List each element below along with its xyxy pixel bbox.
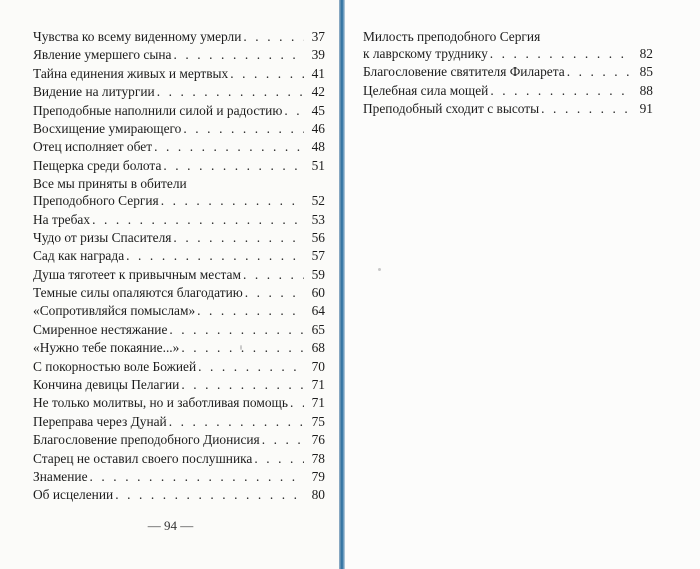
toc-page-number: 53	[311, 211, 325, 227]
leader-dots	[173, 229, 304, 246]
toc-entry[interactable]	[33, 284, 325, 301]
toc-entry[interactable]	[33, 46, 325, 63]
leader-dots	[243, 28, 304, 45]
leader-dots	[154, 138, 304, 155]
toc-entry-title: Знамение	[33, 468, 88, 484]
toc-page-number: 60	[311, 285, 325, 301]
leader-dots	[262, 431, 304, 448]
leader-dots	[254, 450, 304, 467]
toc-entry[interactable]	[33, 486, 325, 503]
toc-entry-title: Чувства ко всему виденному умерли	[33, 29, 242, 44]
toc-entry[interactable]	[33, 302, 325, 319]
toc-entry-title: Темные силы опаляются благодатию	[33, 285, 243, 301]
toc-page-number: 41	[311, 65, 325, 81]
toc-entry-title: Старец не оставил своего послушника	[33, 450, 253, 466]
toc-entry[interactable]	[33, 175, 325, 209]
leader-dots	[230, 65, 304, 82]
toc-entry-title: Целебная сила мощей	[363, 82, 489, 98]
toc-entry[interactable]	[33, 211, 325, 228]
toc-entry-title: Тайна единения живых и мертвых	[33, 65, 229, 81]
toc-entry-title: Видение на литургии	[33, 84, 155, 100]
leader-dots	[490, 82, 632, 99]
toc-page-number: 51	[311, 157, 325, 173]
toc-page-number: 46	[311, 120, 325, 136]
leader-dots	[541, 100, 632, 117]
toc-entry-title: Сад как награда	[33, 248, 125, 264]
toc-entry[interactable]	[33, 120, 325, 137]
paper-speck	[378, 268, 381, 271]
toc-page-number: 71	[311, 377, 325, 393]
leader-dots	[490, 45, 632, 62]
toc-entry[interactable]	[363, 28, 653, 62]
leader-dots	[181, 339, 304, 356]
toc-entry-title: Пещерка среди болота	[33, 157, 162, 173]
toc-page-number: 48	[311, 139, 325, 155]
toc-page-number: 88	[639, 82, 653, 98]
toc-entry[interactable]	[33, 339, 325, 356]
toc-entry[interactable]	[33, 157, 325, 174]
toc-page-number: 64	[311, 303, 325, 319]
toc-entry[interactable]	[33, 102, 325, 119]
table-of-contents-left	[33, 28, 325, 505]
leader-dots	[90, 468, 304, 485]
toc-entry[interactable]	[33, 358, 325, 375]
toc-entry-title: Чудо от ризы Спасителя	[33, 229, 172, 245]
toc-entry[interactable]	[33, 413, 325, 430]
toc-entry[interactable]	[33, 138, 325, 155]
toc-entry-title: Восхищение умирающего	[33, 120, 182, 136]
leader-dots	[173, 46, 304, 63]
toc-page-number: 42	[311, 84, 325, 100]
toc-page-number: 59	[311, 266, 325, 282]
toc-entry-title: На требах	[33, 211, 91, 227]
toc-page-number: 68	[311, 340, 325, 356]
toc-entry[interactable]	[33, 65, 325, 82]
toc-page-number: 52	[311, 193, 325, 209]
toc-entry-title: «Нужно тебе покаяние...»	[33, 340, 180, 356]
toc-entry[interactable]	[363, 63, 653, 80]
toc-page-number: 79	[311, 468, 325, 484]
toc-page-number: 57	[311, 248, 325, 264]
leader-dots	[181, 376, 304, 393]
toc-entry[interactable]	[33, 468, 325, 485]
toc-entry-title: Преподобные наполнили силой и радостию	[33, 102, 283, 118]
toc-entry-title-line1: Все мы приняты в обители	[33, 176, 187, 192]
toc-entry-title: Душа тяготеет к привычным местам	[33, 266, 241, 282]
toc-entry[interactable]	[33, 266, 325, 283]
toc-entry-title: «Сопротивляйся помыслам»	[33, 303, 196, 319]
toc-entry[interactable]	[33, 28, 325, 45]
toc-page-number: 76	[311, 432, 325, 448]
leader-dots	[163, 157, 304, 174]
leader-dots	[169, 321, 304, 338]
toc-entry-title: Смиренное нестяжание	[33, 321, 168, 337]
toc-page-number: 37	[311, 29, 325, 44]
toc-entry-title: Благословение святителя Филарета	[363, 64, 565, 80]
toc-page-number: 75	[311, 413, 325, 429]
toc-entry-title: Отец исполняет обет	[33, 139, 153, 155]
toc-entry-title-line1: Милость преподобного Сергия	[363, 29, 541, 44]
toc-entry[interactable]	[33, 450, 325, 467]
toc-entry-title: Преподобного Сергия	[33, 193, 159, 209]
toc-entry[interactable]	[363, 82, 653, 99]
toc-entry-title: Явление умершего сына	[33, 47, 172, 63]
toc-entry[interactable]	[33, 247, 325, 264]
leader-dots	[243, 266, 304, 283]
toc-page-number: 39	[311, 47, 325, 63]
leader-dots	[290, 394, 304, 411]
leader-dots	[183, 120, 304, 137]
leader-dots	[567, 63, 632, 80]
paper-speck	[240, 345, 242, 350]
toc-entry-title: Кончина девицы Пелагии	[33, 377, 180, 393]
leader-dots	[161, 192, 304, 209]
leader-dots	[157, 83, 304, 100]
toc-page-number: 78	[311, 450, 325, 466]
toc-page-number: 82	[639, 46, 653, 61]
toc-page-number: 71	[311, 395, 325, 411]
toc-entry[interactable]	[363, 100, 653, 117]
toc-page-number: 65	[311, 321, 325, 337]
toc-entry-title: Об исцелении	[33, 487, 114, 503]
leader-dots	[198, 358, 304, 375]
toc-entry-title: Переправа через Дунай	[33, 413, 167, 429]
leader-dots	[115, 486, 304, 503]
toc-page-number: 80	[311, 487, 325, 503]
toc-entry-title: С покорностью воле Божией	[33, 358, 197, 374]
toc-entry[interactable]	[33, 431, 325, 448]
toc-entry-title: Преподобный сходит с высоты	[363, 101, 540, 117]
book-spine	[339, 0, 345, 569]
toc-page-number: 91	[639, 101, 653, 117]
toc-page-number: 85	[639, 64, 653, 80]
toc-entry[interactable]	[33, 321, 325, 338]
toc-entry-title: Благословение преподобного Дионисия	[33, 432, 260, 448]
page-number-footer: — 94 —	[147, 518, 194, 533]
toc-entry[interactable]	[33, 83, 325, 100]
toc-entry-title: Не только молитвы, но и заботливая помощь	[33, 395, 288, 411]
table-of-contents-right	[363, 28, 653, 119]
toc-page-number: 56	[311, 229, 325, 245]
leader-dots	[126, 247, 304, 264]
toc-entry[interactable]	[33, 229, 325, 246]
leader-dots	[169, 413, 304, 430]
leader-dots	[92, 211, 304, 228]
toc-entry[interactable]	[33, 394, 325, 411]
toc-entry[interactable]	[33, 376, 325, 393]
leader-dots	[245, 284, 304, 301]
leader-dots	[197, 302, 304, 319]
toc-page-number: 70	[311, 358, 325, 374]
leader-dots	[284, 102, 304, 119]
toc-entry-title: к лаврскому труднику	[363, 46, 488, 61]
toc-page-number: 45	[311, 102, 325, 118]
